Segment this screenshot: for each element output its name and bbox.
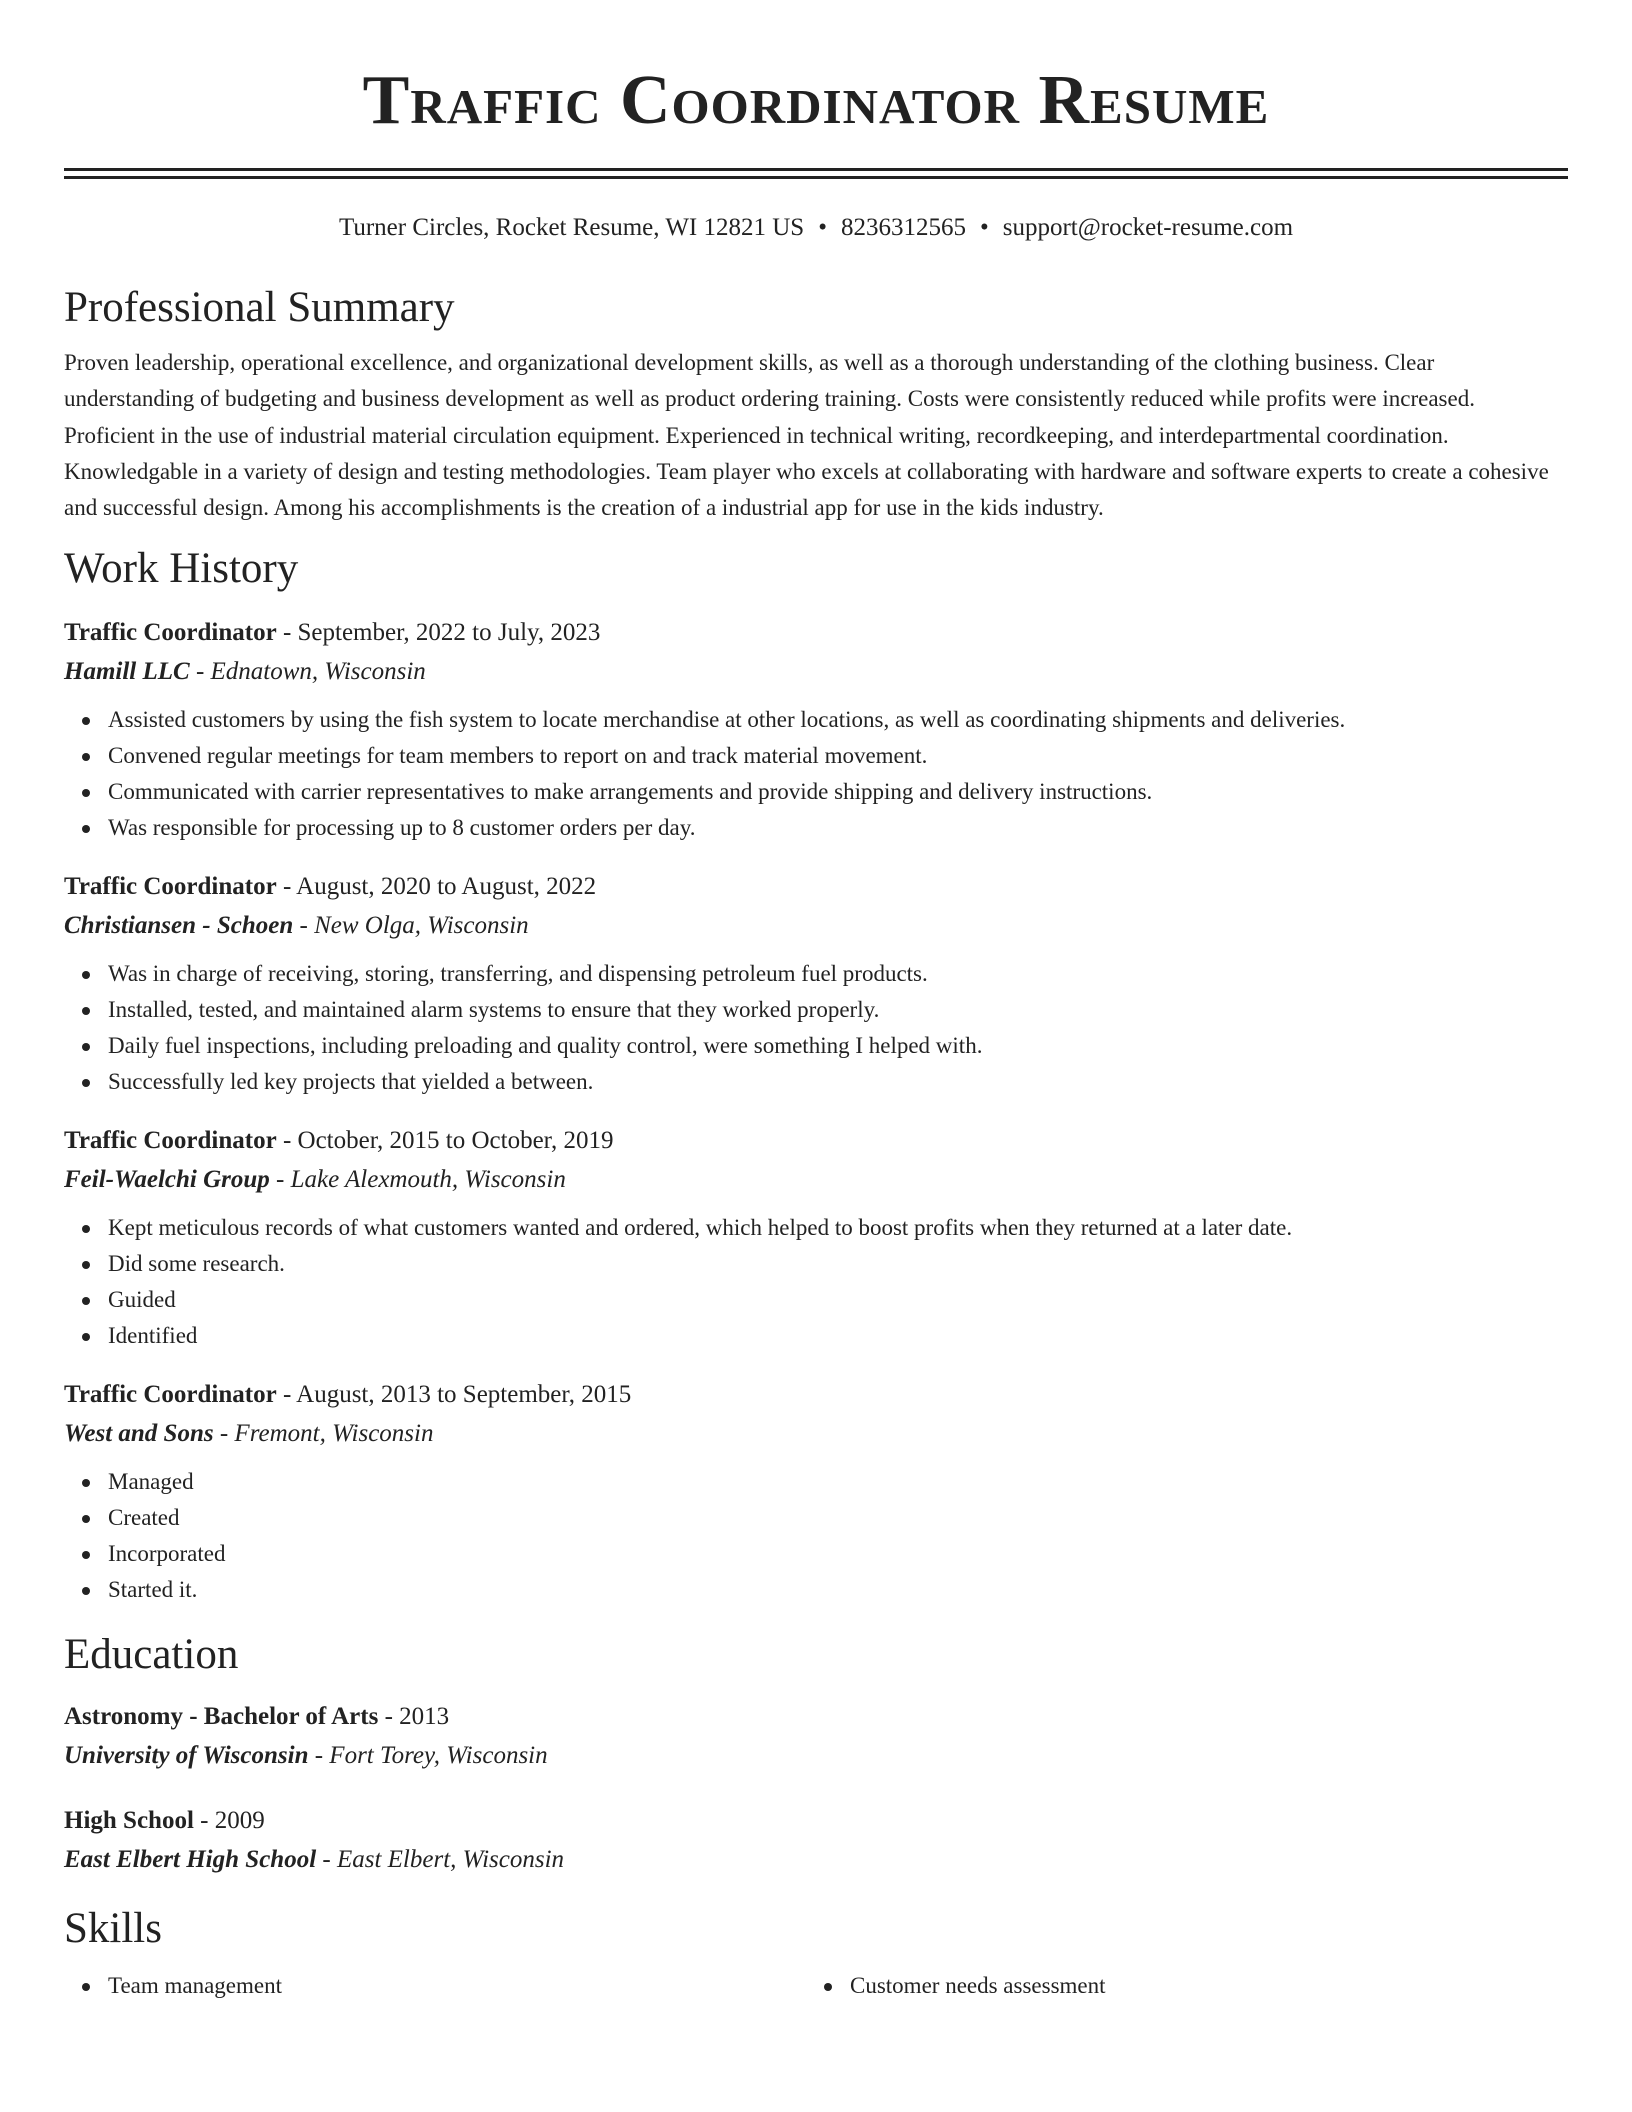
contact-address: Turner Circles, Rocket Resume, WI 12821 US <box>338 214 805 241</box>
resume-page <box>64 0 1568 2004</box>
job-duty: Managed <box>108 1464 1568 1500</box>
job-title-line <box>64 614 1568 652</box>
school-location: - Fort Torey, Wisconsin <box>308 1742 548 1770</box>
job-duty: Did some research. <box>108 1246 1568 1282</box>
job-title: Traffic Coordinator <box>64 619 277 647</box>
employer-location: - Lake Alexmouth, Wisconsin <box>269 1166 566 1194</box>
job-duty: Successfully led key projects that yielded a between. <box>108 1064 1568 1100</box>
education-heading: Education <box>64 1631 239 1679</box>
school-name: East Elbert High School <box>64 1846 317 1874</box>
school-location: - East Elbert, Wisconsin <box>316 1846 565 1874</box>
job-duty: Created <box>108 1500 1568 1536</box>
contact-phone: 8236312565 <box>840 214 966 241</box>
job-duties <box>64 702 1568 846</box>
job-duty: Daily fuel inspections, including preloading and quality control, were something I helped with. <box>108 1028 1568 1064</box>
work-history-heading: Work History <box>64 545 299 593</box>
skills-column <box>806 1968 1548 2004</box>
job-title: Traffic Coordinator <box>64 1381 277 1409</box>
summary-text: Proven leadership, operational excellence, and organizational development skills, as well as a thorough understanding of the clothing business. Clear understanding of budgeting and business development as well as product ordering training. Costs were consistently reduced while profits were increased. Proficient in the use of industrial material circulation equipment. Experienced in technical writing, recordkeeping, and interdepartmental coordination. Knowledgable in a variety of design and testing methodologies. Team player who excels at collaborating with hardware and software experts to create a cohesive and successful design. Among his accomplishments is the creation of a industrial app for use in the kids industry. <box>64 350 1549 521</box>
degree-name: Astronomy - Bachelor of Arts <box>64 1703 379 1731</box>
job-title-line <box>64 1376 1568 1414</box>
job-duty: Communicated with carrier representatives to make arrangements and provide shipping and delivery instructions. <box>108 774 1568 810</box>
job-duty: Installed, tested, and maintained alarm systems to ensure that they worked properly. <box>108 992 1568 1028</box>
job-duty: Assisted customers by using the fish system to locate merchandise at other locations, as well as coordinating shipments and deliveries. <box>108 702 1568 738</box>
employer-location: - Fremont, Wisconsin <box>213 1420 434 1448</box>
job-duty: Kept meticulous records of what customers wanted and ordered, which helped to boost profits when they returned at a later date. <box>108 1210 1568 1246</box>
job-entry <box>64 868 1568 1100</box>
skills-column <box>64 1968 806 2004</box>
school-name: University of Wisconsin <box>64 1742 309 1770</box>
skill-item: Customer needs assessment <box>850 1968 1548 2004</box>
job-dates: - September, 2022 to July, 2023 <box>276 619 601 647</box>
employer-line <box>64 1160 1568 1200</box>
employer-line <box>64 652 1568 692</box>
employer-line <box>64 1414 1568 1454</box>
skills-list <box>64 1968 1568 2004</box>
school-line <box>64 1736 1568 1776</box>
employer-line <box>64 906 1568 946</box>
summary-heading: Professional Summary <box>64 284 455 331</box>
school-line <box>64 1840 1568 1880</box>
degree-line <box>64 1698 1568 1736</box>
job-dates: - August, 2020 to August, 2022 <box>276 873 597 901</box>
degree-year: - 2013 <box>378 1703 450 1731</box>
job-title: Traffic Coordinator <box>64 873 277 901</box>
degree-year: - 2009 <box>193 1807 265 1835</box>
job-duties <box>64 1464 1568 1608</box>
skills-heading: Skills <box>64 1905 162 1953</box>
degree-name: High School <box>64 1807 194 1835</box>
contact-email: support@rocket-resume.com <box>1002 214 1294 241</box>
contact-line <box>64 211 1568 245</box>
job-title-line <box>64 1122 1568 1160</box>
contact-separator: • <box>979 214 989 241</box>
education-entry <box>64 1802 1568 1880</box>
job-duty: Started it. <box>108 1572 1568 1608</box>
job-dates: - October, 2015 to October, 2019 <box>276 1127 614 1155</box>
job-duty: Identified <box>108 1318 1568 1354</box>
job-duty: Was responsible for processing up to 8 customer orders per day. <box>108 810 1568 846</box>
job-entry <box>64 1376 1568 1608</box>
job-entry <box>64 614 1568 846</box>
title-divider <box>64 168 1568 179</box>
job-duties <box>64 956 1568 1100</box>
employer-location: - Ednatown, Wisconsin <box>189 658 426 686</box>
employer-name: Hamill LLC <box>64 658 190 686</box>
degree-line <box>64 1802 1568 1840</box>
resume-title: Traffic Coordinator Resume <box>362 62 1270 139</box>
job-duty: Was in charge of receiving, storing, transferring, and dispensing petroleum fuel products. <box>108 956 1568 992</box>
job-title: Traffic Coordinator <box>64 1127 277 1155</box>
job-duty: Incorporated <box>108 1536 1568 1572</box>
job-duty: Guided <box>108 1282 1568 1318</box>
employer-name: West and Sons <box>64 1420 214 1448</box>
job-duty: Convened regular meetings for team members to report on and track material movement. <box>108 738 1568 774</box>
job-duties <box>64 1210 1568 1354</box>
skill-item: Team management <box>108 1968 806 2004</box>
employer-name: Feil-Waelchi Group <box>64 1166 270 1194</box>
job-dates: - August, 2013 to September, 2015 <box>276 1381 632 1409</box>
education-entry <box>64 1698 1568 1776</box>
employer-location: - New Olga, Wisconsin <box>293 912 529 940</box>
job-title-line <box>64 868 1568 906</box>
job-entry <box>64 1122 1568 1354</box>
contact-separator: • <box>818 214 827 241</box>
employer-name: Christiansen - Schoen <box>64 912 294 940</box>
